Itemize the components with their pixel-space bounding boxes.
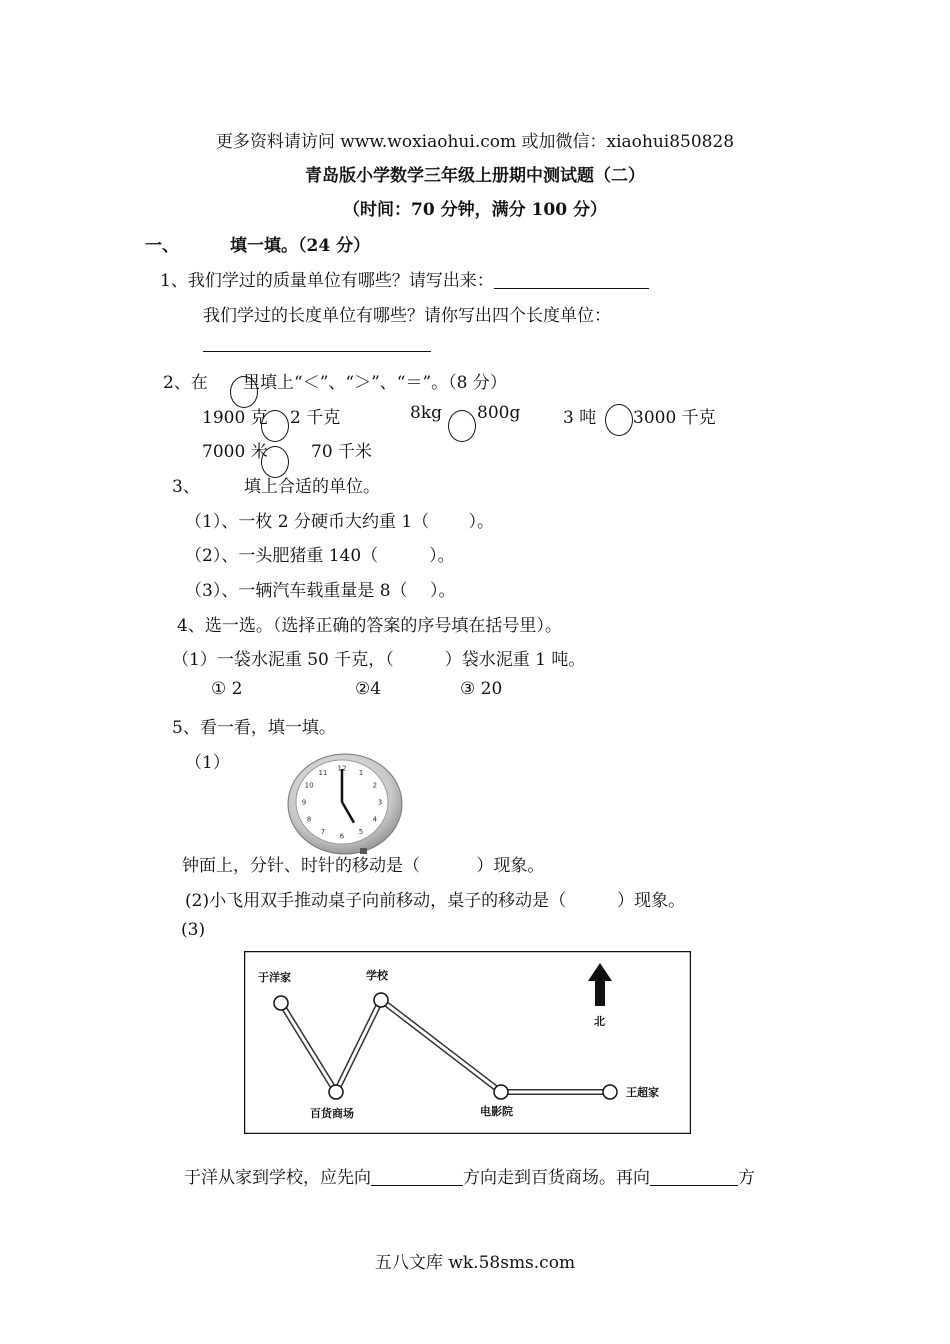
q4-option-2: ②4	[355, 679, 382, 699]
q2-item2-left: 8kg	[410, 403, 442, 423]
page-title: 青岛版小学数学三年级上册期中测试题（二）	[305, 166, 645, 186]
q5-intro: 5、看一看，填一填。	[172, 718, 336, 738]
q5-part3-text-b: 方向走到百货商场。再向	[463, 1168, 650, 1188]
clock-number-11: 11	[318, 769, 328, 778]
q2-item3-right: 3000 千克	[633, 408, 716, 428]
map-node-mall	[329, 1085, 343, 1099]
q2-item1-left: 1900 克	[202, 408, 268, 428]
map-node-yuyang-home	[274, 996, 288, 1010]
q1-answer-blank[interactable]	[494, 270, 649, 289]
page-subtitle: （时间：70 分钟，满分 100 分）	[343, 200, 607, 220]
q1-line1-text: 1、我们学过的质量单位有哪些？请写出来：	[160, 271, 494, 291]
q4-question: （1）一袋水泥重 50 千克，（ ）袋水泥重 1 吨。	[172, 650, 586, 670]
q3-item2: （2）、一头肥猪重 140（ ）。	[185, 546, 455, 566]
clock-number-7: 7	[320, 827, 326, 836]
q2-intro-b: 里填上“＜”、“＞”、“＝”。（8 分）	[243, 373, 507, 393]
clock-figure	[285, 752, 405, 857]
map-label-yuyang-home: 于洋家	[258, 971, 291, 984]
section-number: 一、	[145, 236, 179, 256]
q2-item2-circle[interactable]	[448, 410, 476, 442]
clock-number-10: 10	[304, 781, 314, 790]
clock-number-8: 8	[306, 815, 312, 824]
map-label-mall: 百货商场	[310, 1107, 354, 1120]
map-label-north: 北	[594, 1015, 605, 1028]
map-node-school	[374, 993, 388, 1007]
clock-number-6: 6	[339, 832, 345, 841]
q4-intro: 4、选一选。（选择正确的答案的序号填在括号里）。	[177, 616, 562, 636]
q2-intro-a: 2、在	[163, 373, 208, 393]
section-heading: 填一填。（24 分）	[230, 236, 371, 256]
q3-item3: （3）、一辆汽车载重量是 8（ ）。	[185, 581, 456, 601]
clock-number-2: 2	[372, 781, 378, 790]
q3-intro-a: 3、	[172, 477, 200, 497]
map-label-cinema: 电影院	[480, 1105, 513, 1118]
q2-item4-left: 7000 米	[202, 442, 268, 462]
q1-answer-blank-2[interactable]	[203, 335, 431, 352]
clock-number-5: 5	[358, 827, 364, 836]
q5-part3-text-a: 于洋从家到学校，应先向	[184, 1168, 371, 1188]
map-node-cinema	[494, 1085, 508, 1099]
map-label-school: 学校	[366, 969, 388, 982]
q2-item2-right: 800g	[477, 403, 521, 423]
q2-item4-right: 70 千米	[311, 442, 373, 462]
q5-part3-blank-1[interactable]	[371, 1167, 463, 1186]
q1-line2: 我们学过的长度单位有哪些？请你写出四个长度单位：	[203, 306, 611, 326]
q4-option-1: ① 2	[211, 679, 243, 699]
clock-number-1: 1	[358, 769, 364, 778]
q2-item1-right: 2 千克	[290, 408, 341, 428]
q2-item3-left: 3 吨	[563, 408, 597, 428]
clock-number-4: 4	[372, 815, 378, 824]
map-label-wangchao-home: 王超家	[626, 1086, 659, 1099]
q1-line1	[160, 266, 649, 291]
clock-number-3: 3	[377, 798, 383, 807]
q5-part2-text: (2)小飞用双手推动桌子向前移动，桌子的移动是（ ）现象。	[185, 891, 686, 911]
q5-part3-line	[184, 1163, 755, 1188]
q3-intro-b: 填上合适的单位。	[244, 477, 380, 497]
q5-part1-label: （1）	[185, 753, 230, 773]
q2-item3-circle[interactable]	[605, 404, 633, 436]
q5-part3-blank-2[interactable]	[650, 1167, 738, 1186]
q5-part3-text-c: 方	[738, 1168, 755, 1188]
page-notice: 更多资料请访问 www.woxiaohui.com 或加微信：xiaohui850828	[215, 132, 735, 152]
page-footer: 五八文库 wk.58sms.com	[374, 1253, 576, 1273]
q4-option-3: ③ 20	[460, 679, 503, 699]
q5-part3-label: (3)	[181, 920, 206, 940]
map-node-wangchao-home	[603, 1085, 617, 1099]
q3-item1: （1）、一枚 2 分硬币大约重 1（ ）。	[185, 512, 495, 532]
clock-number-12: 12	[337, 764, 347, 773]
clock-number-9: 9	[301, 798, 307, 807]
route-map	[244, 951, 691, 1134]
q5-part1-text: 钟面上，分针、时针的移动是（ ）现象。	[182, 856, 545, 876]
